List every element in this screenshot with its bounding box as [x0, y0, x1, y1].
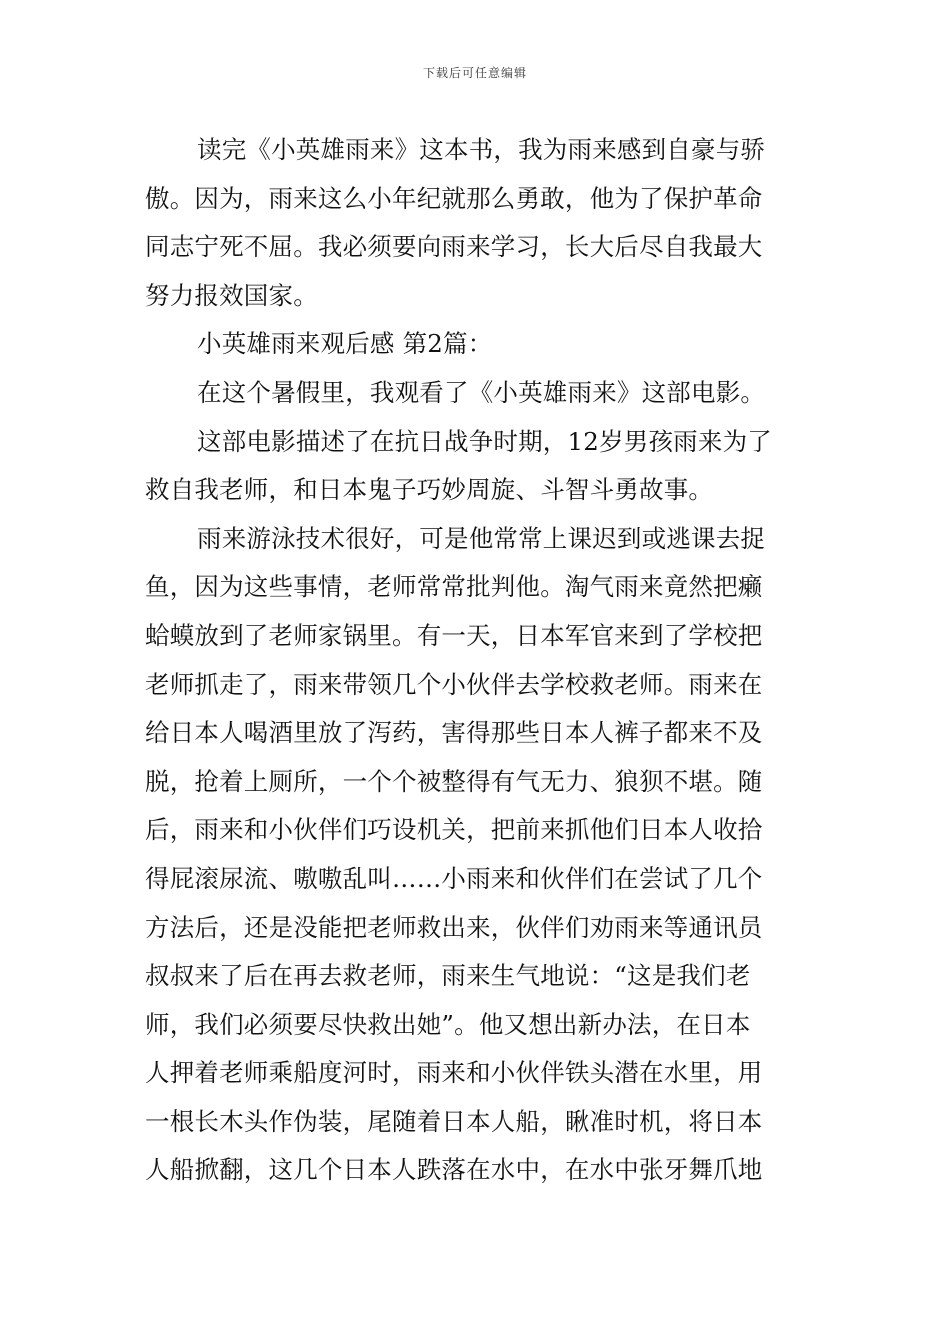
text-line: 人押着老师乘船度河时，雨来和小伙伴铁头潜在水里，用 [145, 1058, 763, 1088]
text-line: 方法后，还是没能把老师救出来，伙伴们劝雨来等通讯员 [145, 912, 763, 942]
text-line: 雨来游泳技术很好，可是他常常上课迟到或逃课去捉 [197, 523, 766, 553]
text-line: 叔叔来了后在再去救老师，雨来生气地说：“这是我们老 [145, 961, 751, 991]
text-line: 后，雨来和小伙伴们巧设机关，把前来抓他们日本人收拾 [145, 815, 763, 845]
text-line: 这部电影描述了在抗日战争时期，12岁男孩雨来为了 [197, 426, 772, 456]
text-line: 脱，抢着上厕所，一个个被整得有气无力、狼狈不堪。随 [145, 766, 763, 796]
page-header: 下载后可任意编辑 [422, 66, 527, 80]
text-line: 得屁滚尿流、嗷嗷乱叫……小雨来和伙伴们在尝试了几个 [145, 863, 763, 893]
text-line: 师，我们必须要尽快救出她”。他又想出新办法，在日本 [145, 1009, 751, 1039]
text-line: 努力报效国家。 [145, 280, 318, 310]
text-line: 鱼，因为这些事情，老师常常批判他。淘气雨来竟然把癞 [145, 572, 763, 602]
document-body [145, 126, 815, 1195]
text-line: 给日本人喝酒里放了泻药，害得那些日本人裤子都来不及 [145, 718, 763, 748]
text-line: 老师抓走了，雨来带领几个小伙伴去学校救老师。雨来在 [145, 669, 763, 699]
text-line: 蛤蟆放到了老师家锅里。有一天，日本军官来到了学校把 [145, 620, 763, 650]
text-line: 救自我老师，和日本鬼子巧妙周旋、斗智斗勇故事。 [145, 475, 714, 505]
text-line: 人船掀翻，这几个日本人跌落在水中，在水中张牙舞爪地 [145, 1155, 763, 1185]
section-title: 小英雄雨来观后感 第2篇： [197, 329, 493, 359]
text-line: 同志宁死不屈。我必须要向雨来学习，长大后尽自我最大 [145, 232, 763, 262]
text-line: 在这个暑假里，我观看了《小英雄雨来》这部电影。 [197, 377, 766, 407]
text-line: 读完《小英雄雨来》这本书，我为雨来感到自豪与骄 [197, 135, 766, 164]
text-line: 傲。因为，雨来这么小年纪就那么勇敢，他为了保护革命 [145, 183, 763, 213]
text-line: 一根长木头作伪装，尾随着日本人船，瞅准时机，将日本 [145, 1106, 763, 1136]
